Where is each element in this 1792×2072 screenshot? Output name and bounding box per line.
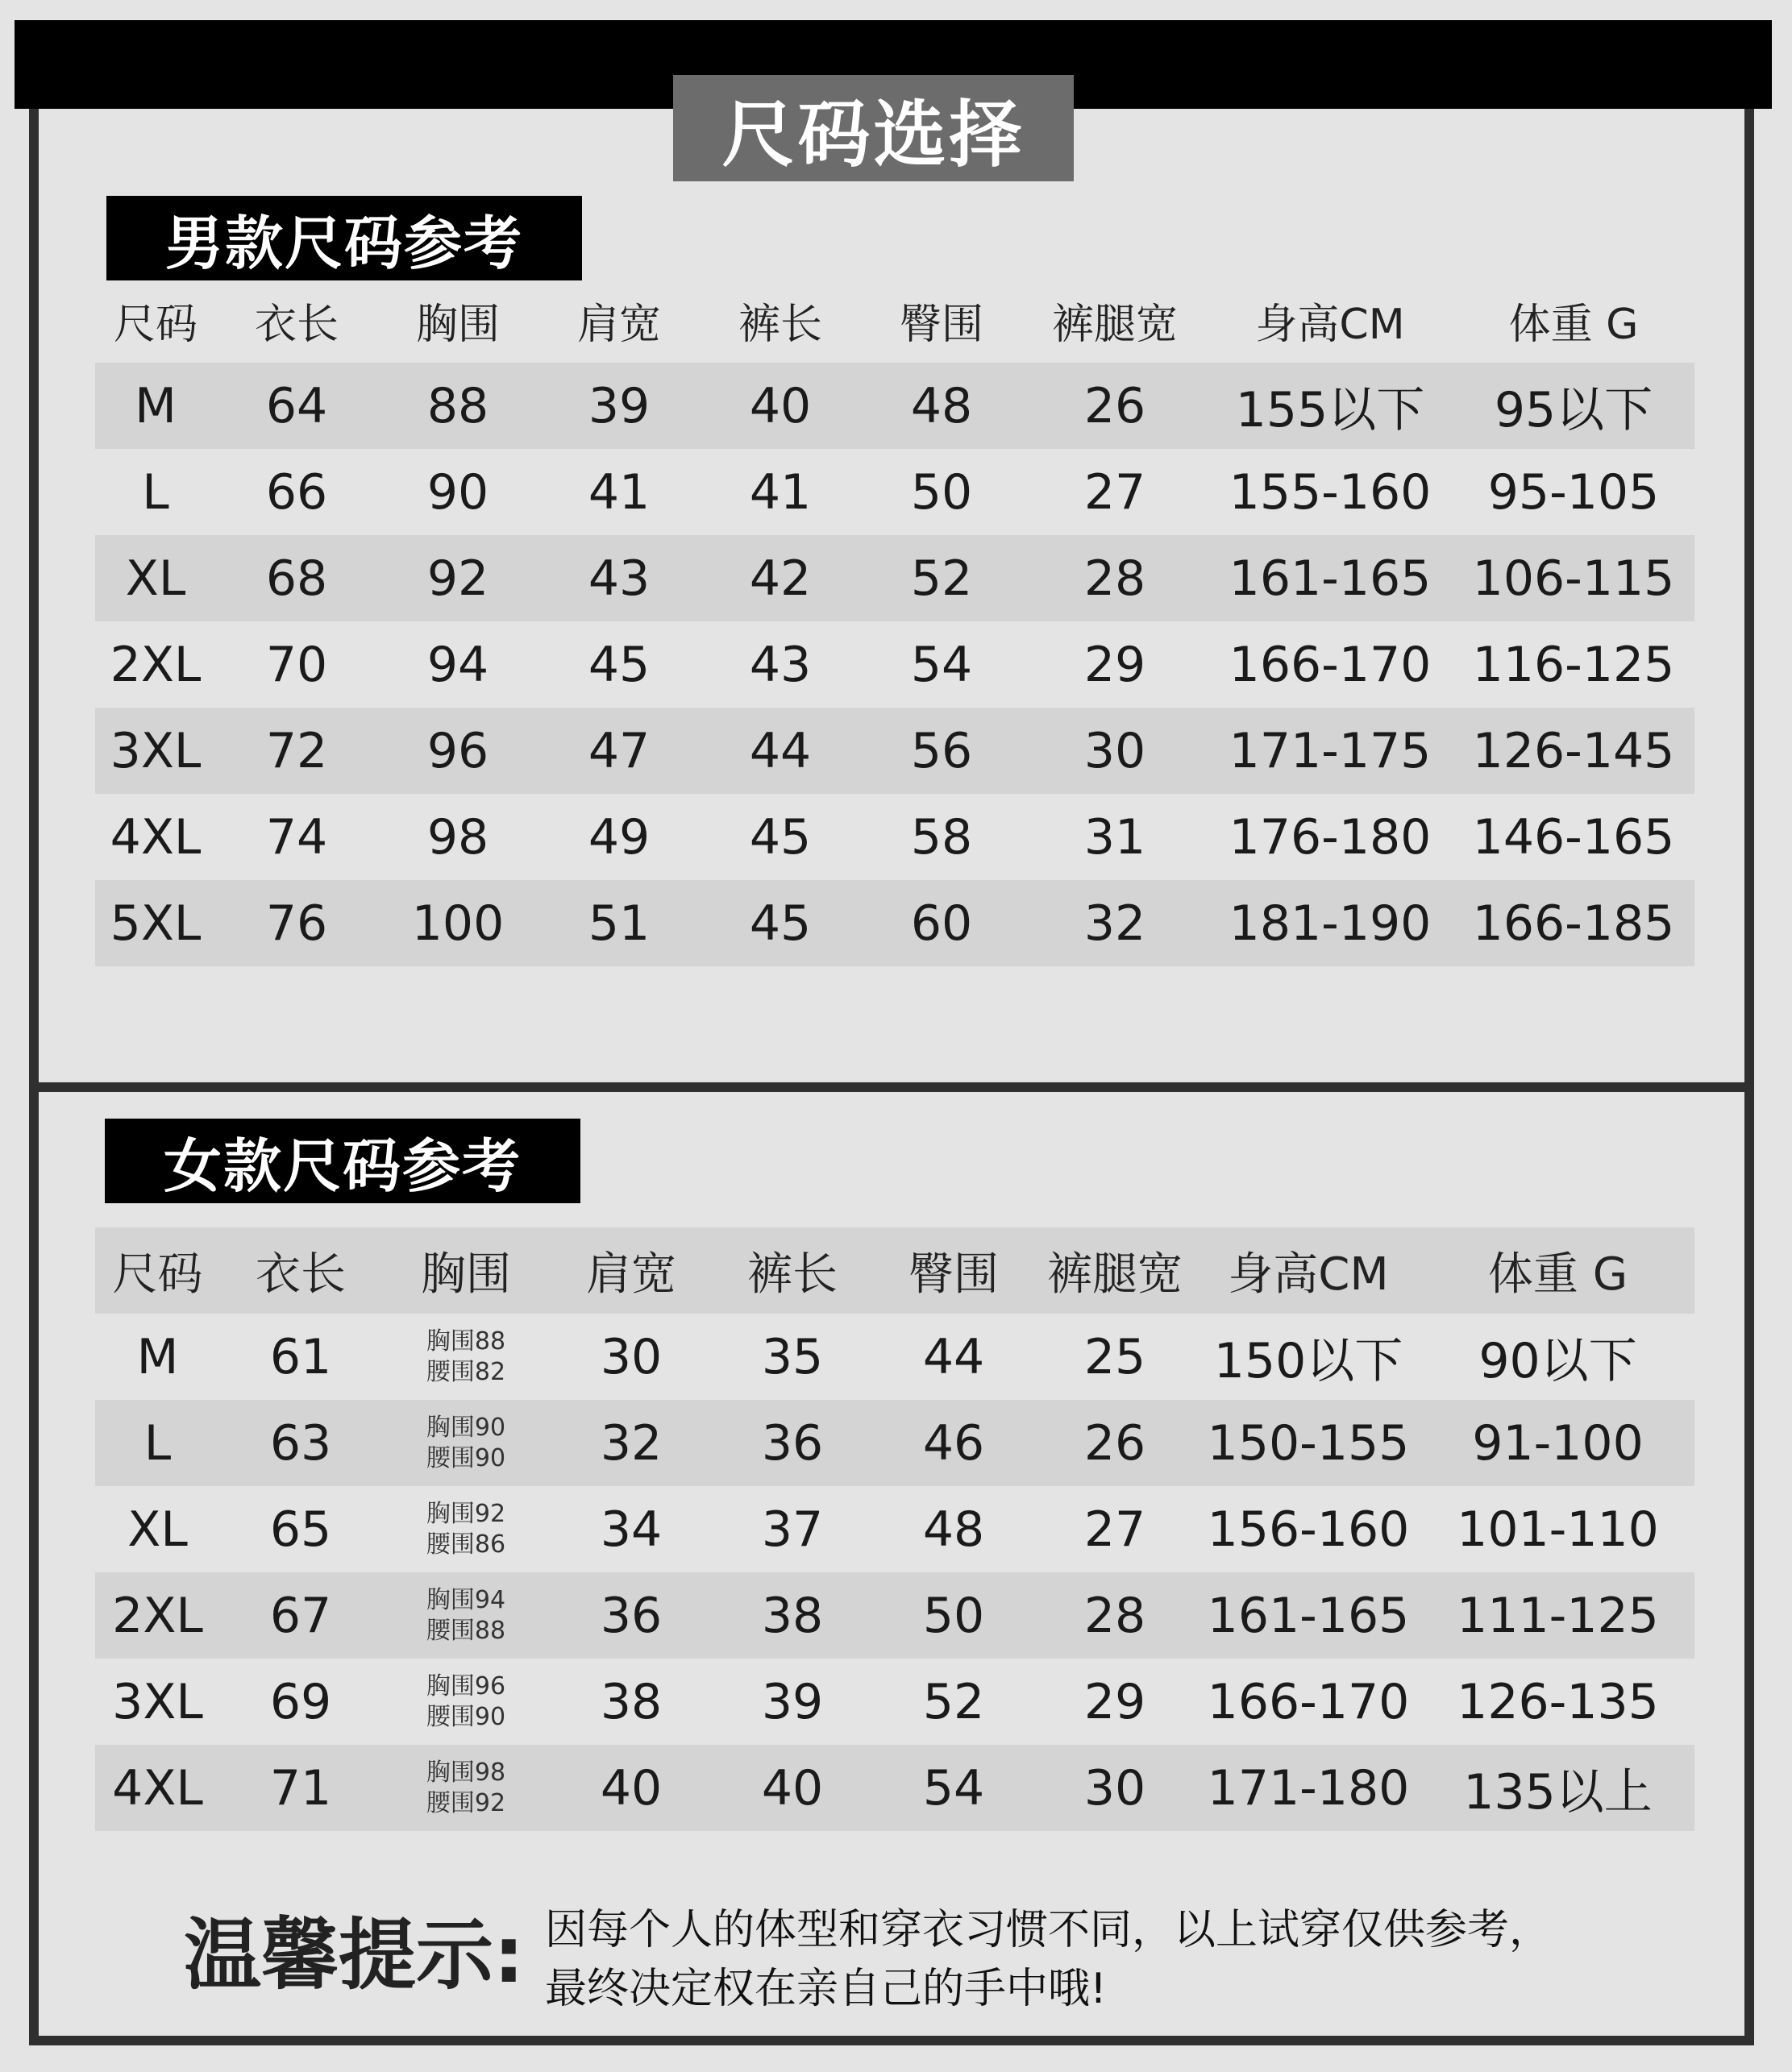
table-cell: 171-175 bbox=[1208, 708, 1453, 794]
table-cell: 34 bbox=[600, 1501, 663, 1558]
table-cell: 43 bbox=[749, 636, 812, 693]
table-cell: 60 bbox=[861, 880, 1022, 966]
women-column-header: 胸围 bbox=[381, 1227, 551, 1314]
table-cell: 150以下 bbox=[1213, 1332, 1403, 1389]
table-cell: 30 bbox=[1034, 1745, 1195, 1831]
women-table-header-row bbox=[95, 1227, 1694, 1314]
table-cell: M bbox=[136, 1328, 179, 1385]
table-cell: 29 bbox=[1083, 636, 1146, 693]
table-cell: 61 bbox=[269, 1328, 332, 1385]
tip-text-line-2: 最终决定权在亲自己的手中哦! bbox=[545, 1965, 1107, 2013]
table-cell: 51 bbox=[538, 880, 700, 966]
table-cell: 44 bbox=[700, 708, 861, 794]
table-cell: 3XL bbox=[95, 708, 216, 794]
table-cell: 90 bbox=[426, 463, 489, 521]
women-column-header: 尺码 bbox=[95, 1227, 220, 1314]
table-cell: M bbox=[95, 363, 216, 449]
table-cell: 28 bbox=[1022, 535, 1208, 621]
table-cell: 71 bbox=[220, 1745, 381, 1831]
cell-subvalue: 胸围94 bbox=[426, 1585, 506, 1614]
table-row bbox=[95, 880, 1694, 966]
table-row bbox=[95, 449, 1694, 535]
table-cell: 135以上 bbox=[1421, 1745, 1694, 1831]
table-cell: 46 bbox=[873, 1400, 1034, 1486]
table-cell: 2XL bbox=[95, 1572, 220, 1659]
table-cell: 155-160 bbox=[1229, 463, 1432, 521]
table-cell: 171-180 bbox=[1195, 1745, 1421, 1831]
table-cell bbox=[381, 1400, 551, 1486]
cell-subvalue: 胸围90 bbox=[426, 1413, 506, 1442]
table-cell: 98 bbox=[426, 808, 489, 866]
table-cell: 43 bbox=[538, 535, 700, 621]
page-title: 尺码选择 bbox=[673, 75, 1074, 181]
cell-subvalue: 腰围82 bbox=[426, 1357, 506, 1386]
tip-heading: 温馨提示: bbox=[184, 1910, 525, 2000]
table-cell: 88 bbox=[377, 363, 538, 449]
table-cell: 40 bbox=[712, 1745, 873, 1831]
table-cell: 126-145 bbox=[1453, 708, 1694, 794]
table-cell: 95-105 bbox=[1487, 463, 1660, 521]
table-row bbox=[95, 708, 1694, 794]
table-cell: 111-125 bbox=[1421, 1572, 1694, 1659]
table-cell: XL bbox=[95, 535, 216, 621]
table-cell: 30 bbox=[1022, 708, 1208, 794]
cell-subvalue: 腰围92 bbox=[426, 1788, 506, 1817]
table-cell: 45 bbox=[588, 636, 651, 693]
table-cell: 39 bbox=[538, 363, 700, 449]
table-cell: 49 bbox=[588, 808, 651, 866]
table-cell: 101-110 bbox=[1457, 1501, 1659, 1558]
table-cell: 3XL bbox=[112, 1673, 203, 1730]
women-section-heading: 女款尺码参考 bbox=[105, 1119, 580, 1203]
table-cell: 63 bbox=[220, 1400, 381, 1486]
table-cell: 30 bbox=[600, 1328, 663, 1385]
table-cell: 36 bbox=[551, 1572, 712, 1659]
table-cell: 41 bbox=[749, 463, 812, 521]
table-cell: 41 bbox=[588, 463, 651, 521]
table-cell: 65 bbox=[269, 1501, 332, 1558]
table-cell: 38 bbox=[600, 1673, 663, 1730]
table-cell bbox=[381, 1314, 551, 1400]
table-cell: 39 bbox=[761, 1673, 824, 1730]
table-cell: 40 bbox=[700, 363, 861, 449]
men-column-header: 体重 G bbox=[1508, 301, 1639, 349]
table-cell: 48 bbox=[922, 1501, 985, 1558]
table-cell: 52 bbox=[922, 1673, 985, 1730]
cell-subvalue: 腰围90 bbox=[426, 1702, 506, 1731]
table-row bbox=[95, 1659, 1694, 1745]
table-cell: 45 bbox=[700, 880, 861, 966]
men-column-header: 裤腿宽 bbox=[1051, 301, 1178, 349]
table-cell: 40 bbox=[551, 1745, 712, 1831]
women-column-header: 臀围 bbox=[873, 1227, 1034, 1314]
table-cell: 42 bbox=[700, 535, 861, 621]
men-column-header: 裤长 bbox=[738, 301, 822, 349]
cell-subvalue: 腰围90 bbox=[426, 1443, 506, 1472]
women-column-header: 肩宽 bbox=[551, 1227, 712, 1314]
table-cell: 161-165 bbox=[1195, 1572, 1421, 1659]
table-cell: 52 bbox=[861, 535, 1022, 621]
table-row bbox=[95, 535, 1694, 621]
women-column-header: 裤腿宽 bbox=[1034, 1227, 1195, 1314]
men-column-header: 胸围 bbox=[415, 301, 500, 349]
table-cell: 44 bbox=[922, 1328, 985, 1385]
table-cell: 4XL bbox=[95, 1745, 220, 1831]
table-cell: 150-155 bbox=[1195, 1400, 1421, 1486]
table-cell: 36 bbox=[712, 1400, 873, 1486]
cell-subvalue: 胸围92 bbox=[426, 1499, 506, 1528]
cell-subvalue: 腰围86 bbox=[426, 1530, 506, 1559]
cell-subvalue: 胸围88 bbox=[426, 1327, 506, 1356]
men-column-header: 臀围 bbox=[899, 301, 983, 349]
table-cell: 155以下 bbox=[1208, 363, 1453, 449]
women-column-header: 裤长 bbox=[712, 1227, 873, 1314]
table-cell: 50 bbox=[910, 463, 973, 521]
table-cell: 64 bbox=[216, 363, 377, 449]
table-cell: 106-115 bbox=[1453, 535, 1694, 621]
men-column-header: 衣长 bbox=[254, 301, 339, 349]
table-cell: 38 bbox=[712, 1572, 873, 1659]
table-cell: 166-170 bbox=[1207, 1673, 1410, 1730]
table-cell: 74 bbox=[265, 808, 328, 866]
men-column-header: 身高CM bbox=[1255, 301, 1405, 349]
table-cell: 156-160 bbox=[1207, 1501, 1410, 1558]
cell-subvalue: 胸围96 bbox=[426, 1671, 506, 1700]
table-cell: 26 bbox=[1034, 1400, 1195, 1486]
men-table-header-row bbox=[95, 278, 1694, 363]
table-cell: L bbox=[95, 1400, 220, 1486]
table-cell: 116-125 bbox=[1472, 636, 1675, 693]
men-column-header: 尺码 bbox=[113, 301, 197, 349]
table-row bbox=[95, 1745, 1694, 1831]
table-cell: 72 bbox=[216, 708, 377, 794]
cell-subvalue: 腰围88 bbox=[426, 1616, 506, 1645]
women-size-table bbox=[95, 1227, 1694, 1831]
table-row bbox=[95, 794, 1694, 880]
table-cell bbox=[381, 1659, 551, 1745]
table-cell: 68 bbox=[216, 535, 377, 621]
table-cell bbox=[381, 1572, 551, 1659]
table-cell: 69 bbox=[269, 1673, 332, 1730]
table-cell: 45 bbox=[749, 808, 812, 866]
table-cell: 31 bbox=[1083, 808, 1146, 866]
tip-text-line-1: 因每个人的体型和穿衣习惯不同，以上试穿仅供参考， bbox=[545, 1906, 1552, 1954]
table-row bbox=[95, 1572, 1694, 1659]
table-row bbox=[95, 621, 1694, 708]
table-cell bbox=[381, 1486, 551, 1572]
table-row bbox=[95, 1400, 1694, 1486]
table-row bbox=[95, 363, 1694, 449]
table-cell: 5XL bbox=[95, 880, 216, 966]
table-cell: 146-165 bbox=[1472, 808, 1675, 866]
table-cell bbox=[381, 1745, 551, 1831]
table-cell: 67 bbox=[220, 1572, 381, 1659]
table-cell: 126-135 bbox=[1457, 1673, 1659, 1730]
table-row bbox=[95, 1486, 1694, 1572]
table-cell: 161-165 bbox=[1208, 535, 1453, 621]
table-cell: 92 bbox=[377, 535, 538, 621]
table-cell: 48 bbox=[861, 363, 1022, 449]
women-column-header: 衣长 bbox=[220, 1227, 381, 1314]
table-cell: 90以下 bbox=[1478, 1332, 1637, 1389]
table-cell: 29 bbox=[1083, 1673, 1146, 1730]
table-cell: 96 bbox=[377, 708, 538, 794]
men-section-heading: 男款尺码参考 bbox=[106, 196, 582, 280]
table-cell: 37 bbox=[761, 1501, 824, 1558]
table-cell: 176-180 bbox=[1229, 808, 1432, 866]
table-cell: 27 bbox=[1083, 463, 1146, 521]
table-cell: 35 bbox=[761, 1328, 824, 1385]
table-cell: 54 bbox=[873, 1745, 1034, 1831]
table-cell: 4XL bbox=[110, 808, 202, 866]
table-cell: 70 bbox=[265, 636, 328, 693]
table-cell: 47 bbox=[538, 708, 700, 794]
table-cell: L bbox=[142, 463, 169, 521]
table-cell: 27 bbox=[1083, 1501, 1146, 1558]
table-cell: 76 bbox=[216, 880, 377, 966]
table-cell: 50 bbox=[873, 1572, 1034, 1659]
table-cell: 166-185 bbox=[1453, 880, 1694, 966]
table-cell: 66 bbox=[265, 463, 328, 521]
table-cell: 58 bbox=[910, 808, 973, 866]
women-column-header: 体重 G bbox=[1421, 1227, 1694, 1314]
table-cell: 2XL bbox=[110, 636, 202, 693]
table-cell: 91-100 bbox=[1421, 1400, 1694, 1486]
table-cell: 95以下 bbox=[1453, 363, 1694, 449]
table-cell: 25 bbox=[1083, 1328, 1146, 1385]
table-cell: 181-190 bbox=[1208, 880, 1453, 966]
table-cell: 28 bbox=[1034, 1572, 1195, 1659]
table-cell: 32 bbox=[1022, 880, 1208, 966]
table-cell: XL bbox=[127, 1501, 188, 1558]
table-row bbox=[95, 1314, 1694, 1400]
table-cell: 94 bbox=[426, 636, 489, 693]
men-column-header: 肩宽 bbox=[576, 301, 661, 349]
cell-subvalue: 胸围98 bbox=[426, 1758, 506, 1787]
table-cell: 100 bbox=[377, 880, 538, 966]
men-size-table bbox=[95, 278, 1694, 966]
table-cell: 26 bbox=[1022, 363, 1208, 449]
women-column-header: 身高CM bbox=[1195, 1227, 1421, 1314]
table-cell: 54 bbox=[910, 636, 973, 693]
table-cell: 56 bbox=[861, 708, 1022, 794]
table-cell: 32 bbox=[551, 1400, 712, 1486]
table-cell: 166-170 bbox=[1229, 636, 1432, 693]
